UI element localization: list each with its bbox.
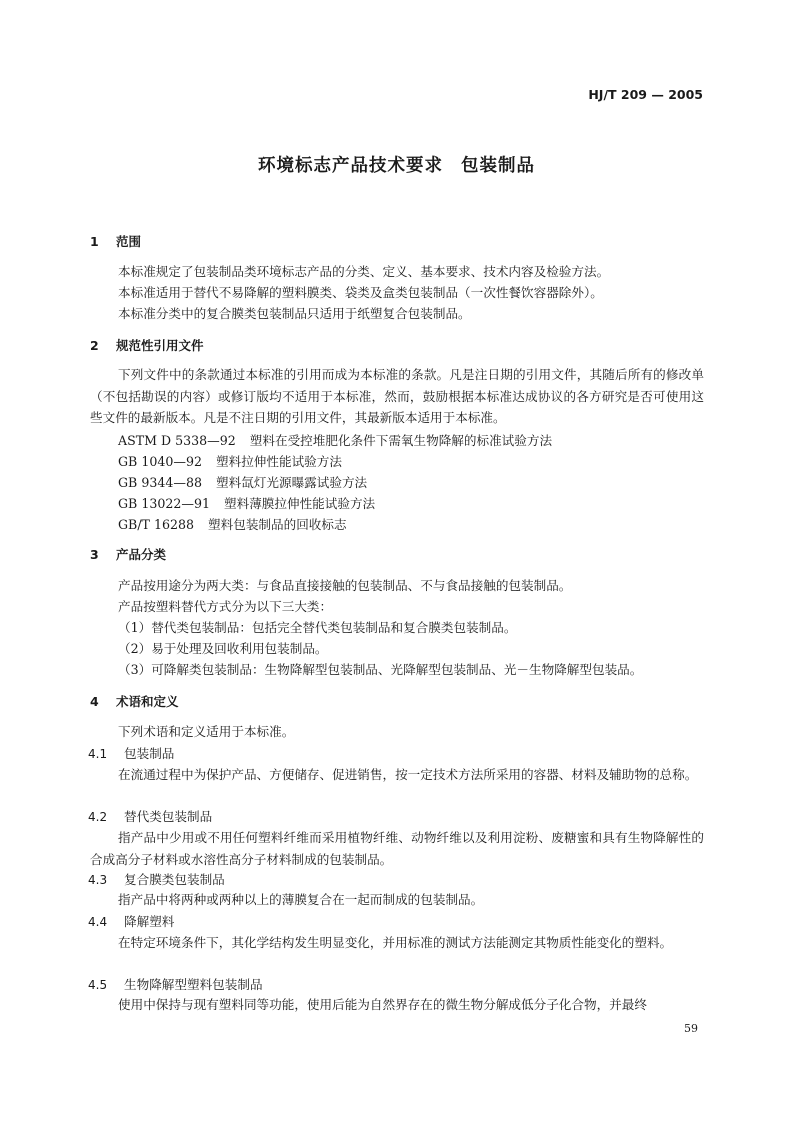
section-heading-terms-definitions: 4 术语和定义 [90,694,179,709]
classification-line: （1）替代类包装制品：包括完全替代类包装制品和复合膜类包装制品。 [118,620,517,635]
term-definition: 在特定环境条件下，其化学结构发生明显变化，并用标准的测试方法能测定其物质性能变化的塑料。 [118,935,673,950]
term-definition: 在流通过程中为保护产品、方便储存、促进销售，按一定技术方法所采用的容器、材料及辅助物的总称。 [118,767,698,782]
classification-line: （3）可降解类包装制品：生物降解型包装制品、光降解型包装制品、光－生物降解型包装品。 [118,662,643,677]
classification-line: 产品按塑料替代方式分为以下三大类： [118,599,333,614]
scope-line: 本标准适用于替代不易降解的塑料膜类、袋类及盒类包装制品（一次性餐饮容器除外）。 [118,285,603,300]
section-heading-normative-references: 2 规范性引用文件 [90,338,204,353]
section-heading-scope: 1 范围 [90,234,142,249]
term-heading: 4.3 复合膜类包装制品 [88,872,225,887]
terms-intro: 下列术语和定义适用于本标准。 [118,724,295,739]
term-definition: 指产品中少用或不用任何塑料纤维而采用植物纤维、动物纤维以及利用淀粉、废糖蜜和具有生物降解性的合成高分子材料或水溶性高分子材料制成的包装制品。 [90,830,704,867]
reference-item: ASTM D 5338—92 塑料在受控堆肥化条件下需氧生物降解的标准试验方法 [118,433,553,448]
term-heading: 4.1 包装制品 [88,746,175,761]
term-definition: 使用中保持与现有塑料同等功能，使用后能为自然界存在的微生物分解成低分子化合物，并最终 [118,997,647,1012]
classification-line: （2）易于处理及回收利用包装制品。 [118,641,328,656]
term-heading: 4.5 生物降解型塑料包装制品 [88,977,263,992]
reference-item: GB 9344—88 塑料氙灯光源曝露试验方法 [118,475,368,490]
references-paragraph: 下列文件中的条款通过本标准的引用而成为本标准的条款。凡是注日期的引用文件，其随后所有的修改单（不包括勘误的内容）或修订版均不适用于本标准，然而，鼓励根据本标准达成协议的各方研究是否可使用这些文件的最新版本。凡是不注日期的引用文件，其最新版本适用于本标准。 [90,367,704,425]
scope-line: 本标准规定了包装制品类环境标志产品的分类、定义、基本要求、技术内容及检验方法。 [118,264,610,279]
document-title [0,152,793,177]
title-sub: 包装制品 [461,156,535,176]
page-number: 59 [684,1022,698,1035]
term-heading: 4.2 替代类包装制品 [88,809,213,824]
classification-line: 产品按用途分为两大类：与食品直接接触的包装制品、不与食品接触的包装制品。 [118,578,572,593]
reference-item: GB 13022—91 塑料薄膜拉伸性能试验方法 [118,496,376,511]
title-main: 环境标志产品技术要求 [258,156,443,176]
document-code: HJ/T 209 — 2005 [588,87,703,102]
scope-line: 本标准分类中的复合膜类包装制品只适用于纸塑复合包装制品。 [118,306,471,321]
reference-item: GB/T 16288 塑料包装制品的回收标志 [118,517,347,532]
term-definition: 指产品中将两种或两种以上的薄膜复合在一起而制成的包装制品。 [118,892,484,907]
reference-item: GB 1040—92 塑料拉伸性能试验方法 [118,454,342,469]
section-heading-product-classification: 3 产品分类 [90,547,167,562]
term-heading: 4.4 降解塑料 [88,914,175,929]
